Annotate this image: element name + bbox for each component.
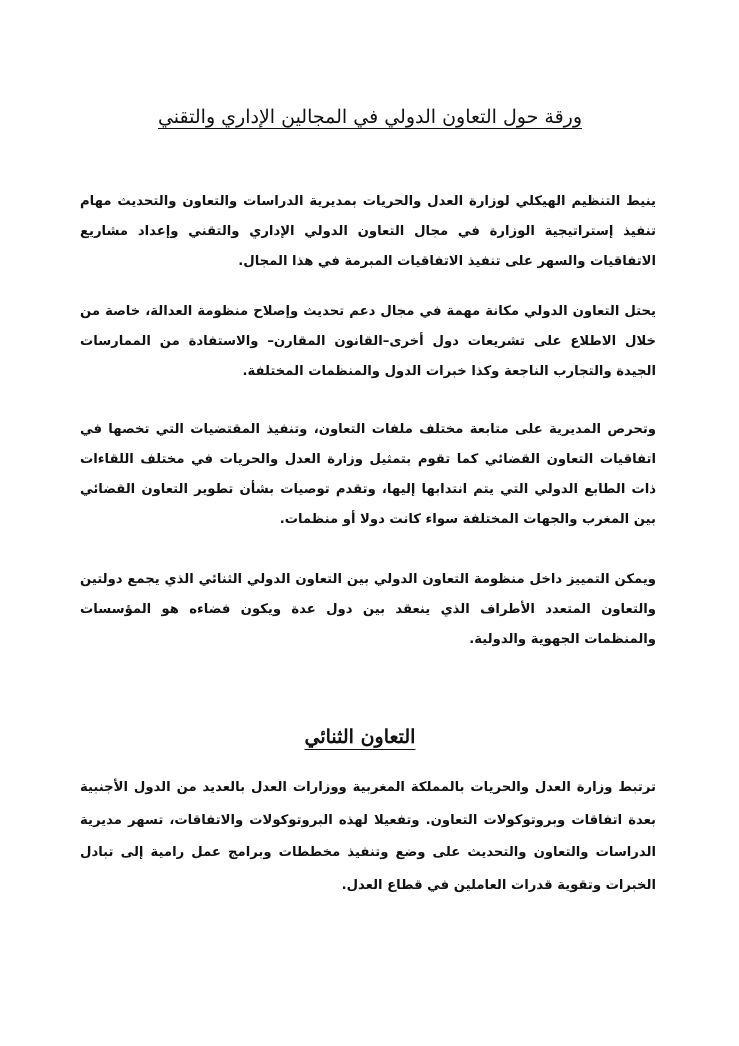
- paragraph-structure: ينيط التنظيم الهيكلي لوزارة العدل والحريات بمديرية الدراسات والتعاون والتحديث مهام تنفيذ إستراتيجية الوزارة في مجال التعاون الدولي الإداري والتقني وإعداد مشاريع الاتفاقيات والسهر على تنفيذ الاتفاقيات المبرمة في هذا المجال.: [80, 194, 656, 269]
- paragraph-bilateral: ترتبط وزارة العدل والحريات بالمملكة المغربية ووزارات العدل بالعديد من الدول الأجنبية بعدة اتفاقات وبروتوكولات التعاون. وتفعيلا لهذه البروتوكولات والاتفاقات، تسهر مديرية الدراسات والتعاون والتحديث على وضع وتنفيذ مخططات وبرامج عمل رامية إلى تبادل الخبرات وتقوية قدرات العاملين في قطاع العدل.: [80, 780, 656, 893]
- document-title: ورقة حول التعاون الدولي في المجالين الإداري والتقني: [157, 105, 583, 128]
- paragraph-directorate-role: وتحرص المديرية على متابعة مختلف ملفات التعاون، وتنفيذ المقتضيات التي تخصها في اتفاقيات التعاون القضائي كما تقوم بتمثيل وزارة العدل والحريات في مختلف اللقاءات ذات الطابع الدولي التي يتم انتدابها إليها، وتقدم توصيات بشأن تطوير التعاون القضائي بين المغرب والجهات المختلفة سواء كانت دولا أو منظمات.: [80, 422, 656, 527]
- section-title-bilateral: التعاون الثنائي: [304, 725, 416, 748]
- paragraph-importance: يحتل التعاون الدولي مكانة مهمة في مجال دعم تحديث وإصلاح منظومة العدالة، خاصة من خلال الاطلاع على تشريعات دول أخرى–القانون المقارن– والاستفادة من الممارسات الجيدة والتجارب الناجعة وكذا خبرات الدول والمنظمات المختلفة.: [80, 304, 656, 379]
- paragraph-cooperation-types: ويمكن التمييز داخل منظومة التعاون الدولي بين التعاون الدولي الثنائي الذي يجمع دولتين والتعاون المتعدد الأطراف الذي ينعقد بين دول عدة ويكون فضاءه هو المؤسسات والمنظمات الجهوية والدولية.: [80, 572, 656, 647]
